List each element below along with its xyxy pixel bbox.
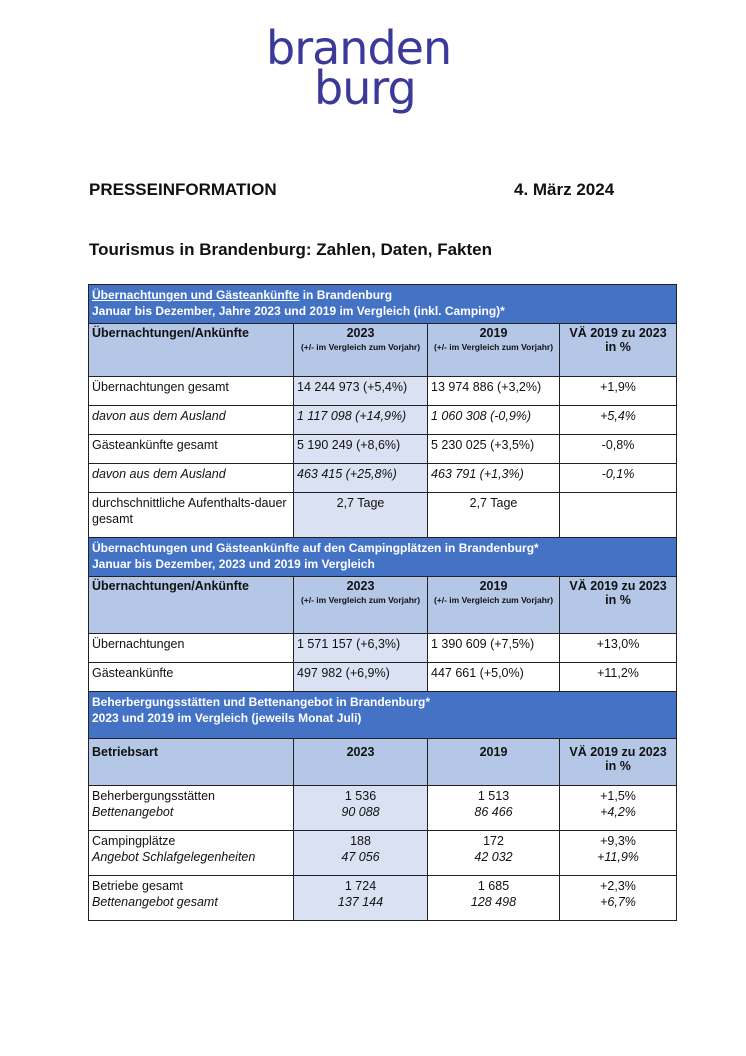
press-date: 4. März 2024 [514,180,615,199]
value-change: +11,2% [560,663,677,692]
section1-col4: VÄ 2019 zu 2023 in % [560,324,677,377]
value-2023: 5 190 249 (+8,6%) [294,435,428,464]
section2-subtitle: Januar bis Dezember, 2023 und 2019 im Vergleich [92,557,375,571]
section1-column-header [89,324,677,377]
value-change: +1,9% [560,377,677,406]
value-change: +13,0% [560,634,677,663]
value-2019: 1 685 128 498 [428,876,560,921]
section3-col2: 2023 [294,739,428,786]
value-2019: 13 974 886 (+3,2%) [428,377,560,406]
value-2019: 447 661 (+5,0%) [428,663,560,692]
value-2023: 2,7 Tage [294,493,428,538]
table-row [89,663,677,692]
section2-title: Übernachtungen und Gästeankünfte auf den Campingplätzen in Brandenburg* [92,541,539,555]
table-row [89,464,677,493]
row-label: Campingplätze Angebot Schlafgelegenheiten [89,831,294,876]
section3-col1: Betriebsart [89,739,294,786]
section1-header [89,285,677,324]
section2-column-header [89,577,677,634]
page-title: Tourismus in Brandenburg: Zahlen, Daten, Fakten [89,240,493,259]
value-change: +1,5% +4,2% [560,786,677,831]
brandenburg-logo [266,21,466,115]
table-row [89,876,677,921]
value-change: +2,3% +6,7% [560,876,677,921]
value-2019: 1 513 86 466 [428,786,560,831]
section1-title-underlined: Übernachtungen und Gästeankünfte [92,288,300,302]
section1-col3: 2019 (+/- im Vergleich zum Vorjahr) [428,324,560,377]
table-row [89,634,677,663]
table-row [89,831,677,876]
value-change: +9,3% +11,9% [560,831,677,876]
value-change [560,493,677,538]
value-2023: 497 982 (+6,9%) [294,663,428,692]
row-label: davon aus dem Ausland [89,406,294,435]
row-label: Beherbergungsstätten Bettenangebot [89,786,294,831]
section1-col2: 2023 (+/- im Vergleich zum Vorjahr) [294,324,428,377]
table-row [89,435,677,464]
row-label: Gästeankünfte [89,663,294,692]
section1-title-rest: in Brandenburg [299,288,393,302]
value-2023: 1 571 157 (+6,3%) [294,634,428,663]
section3-subtitle: 2023 und 2019 im Vergleich (jeweils Monat Juli) [92,711,362,725]
section2-col3: 2019 (+/- im Vergleich zum Vorjahr) [428,577,560,634]
tourism-table [88,284,677,921]
value-2023: 1 117 098 (+14,9%) [294,406,428,435]
row-label: durchschnittliche Aufenthalts-dauer gesamt [89,493,294,538]
value-change: -0,8% [560,435,677,464]
section2-col2: 2023 (+/- im Vergleich zum Vorjahr) [294,577,428,634]
section3-col3: 2019 [428,739,560,786]
value-2019: 463 791 (+1,3%) [428,464,560,493]
section3-header [89,692,677,739]
section2-col4: VÄ 2019 zu 2023 in % [560,577,677,634]
section2-col1: Übernachtungen/Ankünfte [89,577,294,634]
value-2023: 14 244 973 (+5,4%) [294,377,428,406]
value-2023: 1 536 90 088 [294,786,428,831]
value-2023: 1 724 137 144 [294,876,428,921]
row-label: Übernachtungen [89,634,294,663]
press-label: PRESSEINFORMATION [89,180,277,199]
value-2019: 172 42 032 [428,831,560,876]
value-change: +5,4% [560,406,677,435]
section1-col1: Übernachtungen/Ankünfte [89,324,294,377]
table-row [89,406,677,435]
section1-subtitle: Januar bis Dezember, Jahre 2023 und 2019 im Vergleich (inkl. Camping)* [92,304,505,318]
row-label: davon aus dem Ausland [89,464,294,493]
table-row [89,493,677,538]
table-row [89,377,677,406]
table-row [89,786,677,831]
row-label: Betriebe gesamt Bettenangebot gesamt [89,876,294,921]
row-label: Gästeankünfte gesamt [89,435,294,464]
section2-header [89,538,677,577]
value-change: -0,1% [560,464,677,493]
section3-column-header [89,739,677,786]
row-label: Übernachtungen gesamt [89,377,294,406]
section3-col4: VÄ 2019 zu 2023 in % [560,739,677,786]
logo-line-2: burg [314,61,416,115]
value-2019: 1 390 609 (+7,5%) [428,634,560,663]
value-2019: 5 230 025 (+3,5%) [428,435,560,464]
value-2023: 463 415 (+25,8%) [294,464,428,493]
value-2019: 2,7 Tage [428,493,560,538]
value-2023: 188 47 056 [294,831,428,876]
value-2019: 1 060 308 (-0,9%) [428,406,560,435]
logo-line-1: branden [266,21,452,75]
section3-title: Beherbergungsstätten und Bettenangebot in Brandenburg* [92,695,431,709]
